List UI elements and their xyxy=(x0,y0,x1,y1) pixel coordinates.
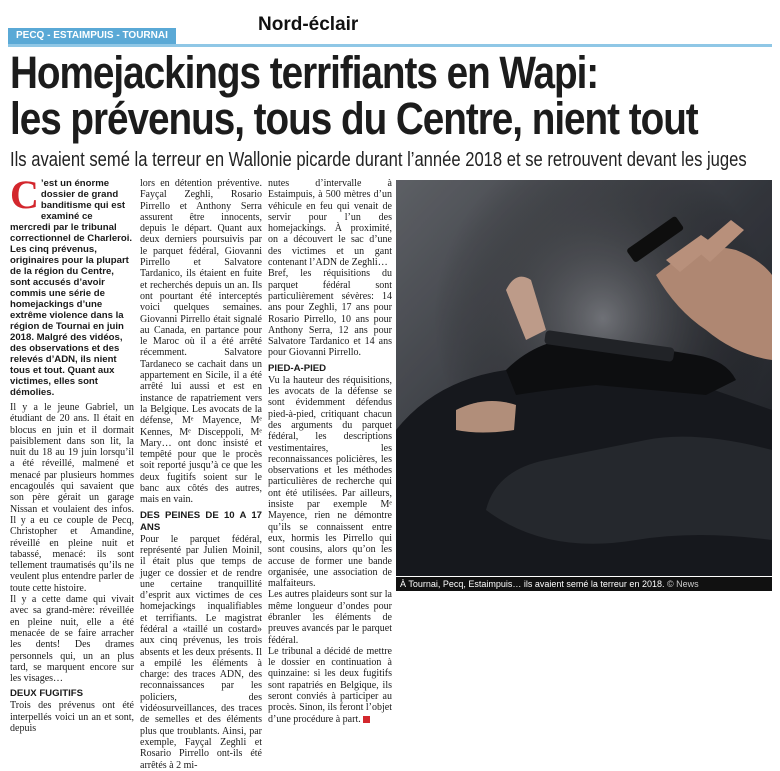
article-photo xyxy=(396,180,772,576)
photo-credit: © News xyxy=(666,579,699,589)
body-paragraph: Il y a cette dame qui vivait avec sa grand-mère: réveillée en pleine nuit, elle a été menacée de se faire arracher les dents! Des drames personnels qui, un an plus tard, se marquent encore sur les visages… xyxy=(10,594,134,685)
body-paragraph xyxy=(268,646,392,725)
photo-illustration xyxy=(396,180,772,576)
article-column-2 xyxy=(140,178,262,771)
subheading-deux-fugitifs: DEUX FUGITIFS xyxy=(10,688,84,700)
closing-text: Le tribunal a décidé de mettre le dossier en continuation à quinzaine: si les deux fugitifs sont rapatriés en Belgique, ils seront conviés à participer au procès. Sinon, ils feront l’objet d’une procédure à part. xyxy=(268,645,392,725)
photo-caption xyxy=(396,577,772,591)
body-paragraph: Il y a le jeune Gabriel, un étudiant de 20 ans. Il était en blocus en juin et il dormait paisiblement dans son lit, la nuit du 18 au 19 juin lorsqu’il a été réveillé, malmené et menacé par plusieurs hommes encagoulés qui savaient que son père gérait un garage Nissan et voulaient des infos. Il y a eu ce couple de Pecq, Christopher et Amandine, réveillé en pleine nuit et tabassé, menacé: ils sont tellement traumatisés qu’ils ne veulent plus entendre parler de toute cette histoire. xyxy=(10,402,134,594)
body-paragraph: lors en détention préventive. Fayçal Zeghli, Rosario Pirrello et Anthony Serra assurent être innocents, depuis le départ. Quant aux deux derniers poursuivis par le parquet fédéral, Giovanni Pirrello et Salvatore Tardanico, ils étaient en fuite et recherchés depuis un an. Ils ont pourtant été interceptés voici quelques semaines. Giovanni Pirrello était signalé au Canada, en partance pour le Maroc où il a été arrêté récemment. Salvatore Tardaneco se cachait dans un appartement en Sicile, il a été arrêté lui aussi et est en instance de rapatriement vers la Belgique. Les avocats de la défense, Mᵉ Mayence, Mᵉ Kennes, Mᵉ Disceppoli, Mᵉ Mary… ont donc insisté et tempêté pour que le procès soit reporté jusqu’à ce que les deux fugitifs soient sur le banc aux côtés des autres, mais en vain. xyxy=(140,178,262,506)
drop-cap: C xyxy=(10,172,39,217)
subheading-pied-a-pied: PIED-A-PIED xyxy=(268,362,327,374)
body-paragraph: Vu la hauteur des réquisitions, les avocats de la défense se sont évidemment défendus pied-à-pied, critiquant chacun des arguments du parquet fédéral, les descriptions vestimentaires, les reconnaissances policières, les observations et les méthodes particulières de recherche qui ont été utilisées. Par ailleurs, insiste par exemple Mᵉ Mayence, rien ne démontre qu’ils se connaissent entre eux, hormis les Pirrello qui sont cousins, alors qu’on les accuse de former une bande organisée, une association de malfaiteurs. xyxy=(268,374,392,590)
body-paragraph: Pour le parquet fédéral, représenté par Julien Moinil, il était plus que temps de juger ce dossier et de rendre une certaine tranquillité d’esprit aux victimes de ces homejackings inqualifiables et terrifiants. Le magistrat fédéral a «taillé un costard» aux cinq prévenus, les trois absents et les deux présents. Il a empilé les éléments à charge: des traces ADN, des reconnaissances par les policiers, des vidéosurveillances, des traces de semelles et des éléments plus que troublants. Ainsi, par exemple, Fayçal Zeghli et Rosario Pirrello ont-ils été arrêtés à 2 mi- xyxy=(140,533,262,771)
lead-text: ’est un énorme dossier de grand banditisme qui est examiné ce mercredi par le tribunal correctionnel de Charleroi. Les cinq prévenus, originaires pour la plupart de la région du Centre, sont accusés d’avoir commis une série de homejackings d’une extrême violence dans la région de Tournai en juin 2018. Malgré des vidéos, des observations et des relevés d’ADN, ils nient tous et tout. Quant aux victimes, elles sont démolies. xyxy=(10,178,133,398)
end-of-article-square xyxy=(363,716,370,723)
standfirst: Ils avaient semé la terreur en Wallonie picarde durant l’année 2018 et se retrouvent devant les juges xyxy=(10,149,747,171)
body-paragraph: nutes d’intervalle à Estaimpuis, à 500 mètres d’un véhicule en feu qui venait de servir pour l’un des homejackings. À proximité, on a découvert le sac d’une des victimes et un gant contenant l’ADN de Zeghli… xyxy=(268,178,392,269)
subheading-des-peines: DES PEINES DE 10 A 17 ANS xyxy=(140,509,262,533)
section-rubric: PECQ - ESTAIMPUIS - TOURNAI xyxy=(8,28,176,44)
lead-paragraph xyxy=(10,172,134,398)
section-rubric-bar xyxy=(8,28,772,47)
headline-line-2: les prévenus, tous du Centre, nient tout xyxy=(10,93,698,144)
headline-line-1: Homejackings terrifiants en Wapi: xyxy=(10,47,599,98)
caption-text: À Tournai, Pecq, Estaimpuis… ils avaient semé la terreur en 2018. xyxy=(400,579,665,589)
body-paragraph: Les autres plaideurs sont sur la même longueur d’ondes pour ébranler les éléments de preuves avancés par le parquet fédéral. xyxy=(268,589,392,646)
headline xyxy=(10,47,698,144)
newspaper-masthead: Nord-éclair xyxy=(258,14,359,35)
body-paragraph: Bref, les réquisitions du parquet fédéral sont particulièrement sévères: 14 ans pour Zeghli, 17 ans pour Rosario Pirrello, 10 ans pour Anthony Serra, 12 ans pour Salvatore Tardanico et 14 ans pour Giovanni Pirrello. xyxy=(268,268,392,359)
body-paragraph: Trois des prévenus ont été interpellés voici un an et sont, depuis xyxy=(10,700,134,735)
article-column-3 xyxy=(268,178,392,725)
article-column-1 xyxy=(10,172,134,735)
